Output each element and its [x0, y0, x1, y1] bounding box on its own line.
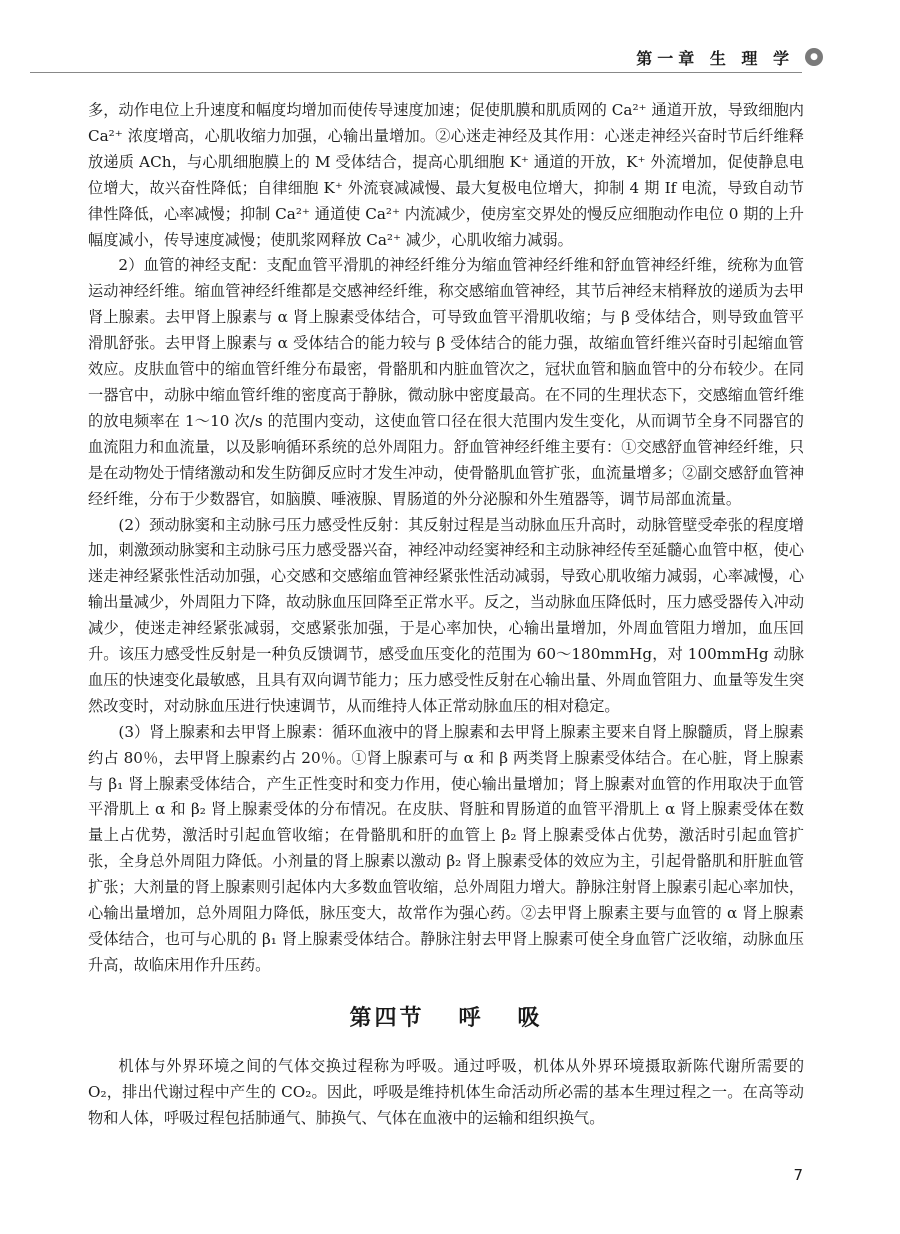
- paragraph-baroreceptor-reflex: (2）颈动脉窦和主动脉弓压力感受性反射：其反射过程是当动脉血压升高时，动脉管壁受牵张的程度增加，刺激颈动脉窦和主动脉弓压力感受器兴奋，神经冲动经窦神经和主动脉神经传至延髓心血管中枢，使心迷走神经紧张性活动加强，心交感和交感缩血管神经紧张性活动减弱，导致心肌收缩力减弱，心率减慢，心输出量减少，外周阻力下降，故动脉血压回降至正常水平。反之，当动脉血压降低时，压力感受器传入冲动减少，使迷走神经紧张减弱，交感紧张加强，于是心率加快，心输出量增加，外周血管阻力增加，血压回升。该压力感受性反射是一种负反馈调节，感受血压变化的范围为 60～180mmHg，对 100mmHg 动脉血压的快速变化最敏感，且具有双向调节能力；压力感受性反射在心输出量、外周血管阻力、血量等发生突然改变时，对动脉血压进行快速调节，从而维持人体正常动脉血压的相对稳定。: [88, 515, 804, 715]
- section-label: 第四节: [349, 1004, 425, 1031]
- section-word-1: 呼: [458, 1004, 484, 1031]
- page-body: [88, 98, 804, 1132]
- paragraph-respiration-intro: 机体与外界环境之间的气体交换过程称为呼吸。通过呼吸，机体从外界环境摄取新陈代谢所需要的 O₂，排出代谢过程中产生的 CO₂。因此，呼吸是维持机体生命活动所必需的基本生理过程之一。在高等动物和人体，呼吸过程包括肺通气、肺换气、气体在血液中的运输和组织换气。: [88, 1056, 804, 1127]
- running-header: [30, 46, 802, 73]
- paragraph-vascular-innervation: 2）血管的神经支配：支配血管平滑肌的神经纤维分为缩血管神经纤维和舒血管神经纤维，统称为血管运动神经纤维。缩血管神经纤维都是交感神经纤维，称交感缩血管神经，其节后神经末梢释放的递质为去甲肾上腺素。去甲肾上腺素与 α 肾上腺素受体结合，可导致血管平滑肌收缩；与 β 受体结合，则导致血管平滑肌舒张。去甲肾上腺素与 α 受体结合的能力较与 β 受体结合的能力强，故缩血管纤维兴奋时引起缩血管效应。皮肤血管中的缩血管纤维分布最密，骨骼肌和内脏血管次之，冠状血管和脑血管中的分布较少。在同一器官中，动脉中缩血管纤维的密度高于静脉，微动脉中密度最高。在不同的生理状态下，交感缩血管纤维的放电频率在 1～10 次/s 的范围内变动，这使血管口径在很大范围内发生变化，从而调节全身不同器官的血流阻力和血流量，以及影响循环系统的总外周阻力。舒血管神经纤维主要有：①交感舒血管神经纤维，只是在动物处于情绪激动和发生防御反应时才发生冲动，使骨骼肌血管扩张，血流量增多；②副交感舒血管神经纤维，分布于少数器官，如脑膜、唾液腺、胃肠道的外分泌腺和外生殖器等，调节局部血流量。: [88, 256, 804, 508]
- paragraph-continuation: 多，动作电位上升速度和幅度均增加而使传导速度加速；促使肌膜和肌质网的 Ca²⁺ 通道开放，导致细胞内 Ca²⁺ 浓度增高，心肌收缩力加强，心输出量增加。②心迷走神经及其作用：心迷走神经兴奋时节后纤维释放递质 ACh，与心肌细胞膜上的 M 受体结合，提高心肌细胞 K⁺ 通道的开放，K⁺ 外流增加，促使静息电位增大，故兴奋性降低；自律细胞 K⁺ 外流衰减减慢、最大复极电位增大，抑制 4 期 If 电流，导致自动节律性降低，心率减慢；抑制 Ca²⁺ 通道使 Ca²⁺ 内流减少，使房室交界处的慢反应细胞动作电位 0 期的上升幅度减小，传导速度减慢；使肌浆网释放 Ca²⁺ 减少，心肌收缩力减弱。: [88, 101, 804, 249]
- chapter-title: 第一章 生 理 学: [636, 49, 794, 68]
- chapter-badge-icon: ●: [805, 48, 823, 66]
- section-word-2: 吸: [517, 1004, 543, 1031]
- section-heading: [88, 1001, 804, 1032]
- page-number: 7: [793, 1166, 803, 1184]
- paragraph-adrenaline: (3）肾上腺素和去甲肾上腺素：循环血液中的肾上腺素和去甲肾上腺素主要来自肾上腺髓质，肾上腺素约占 80％，去甲肾上腺素约占 20％。①肾上腺素可与 α 和 β 两类肾上腺素受体结合。在心脏，肾上腺素与 β₁ 肾上腺素受体结合，产生正性变时和变力作用，使心输出量增加；肾上腺素对血管的作用取决于血管平滑肌上 α 和 β₂ 肾上腺素受体的分布情况。在皮肤、肾脏和胃肠道的血管平滑肌上 α 肾上腺素受体在数量上占优势，激活时引起血管收缩；在骨骼肌和肝的血管上 β₂ 肾上腺素受体占优势，激活时引起血管扩张，全身总外周阻力降低。小剂量的肾上腺素以激动 β₂ 肾上腺素受体的效应为主，引起骨骼肌和肝脏血管扩张；大剂量的肾上腺素则引起体内大多数血管收缩，总外周阻力增大。静脉注射肾上腺素引起心率加快，心输出量增加，总外周阻力降低，脉压变大，故常作为强心药。②去甲肾上腺素主要与血管的 α 肾上腺素受体结合，也可与心肌的 β₁ 肾上腺素受体结合。静脉注射去甲肾上腺素可使全身血管广泛收缩，动脉血压升高，故临床用作升压药。: [88, 722, 804, 974]
